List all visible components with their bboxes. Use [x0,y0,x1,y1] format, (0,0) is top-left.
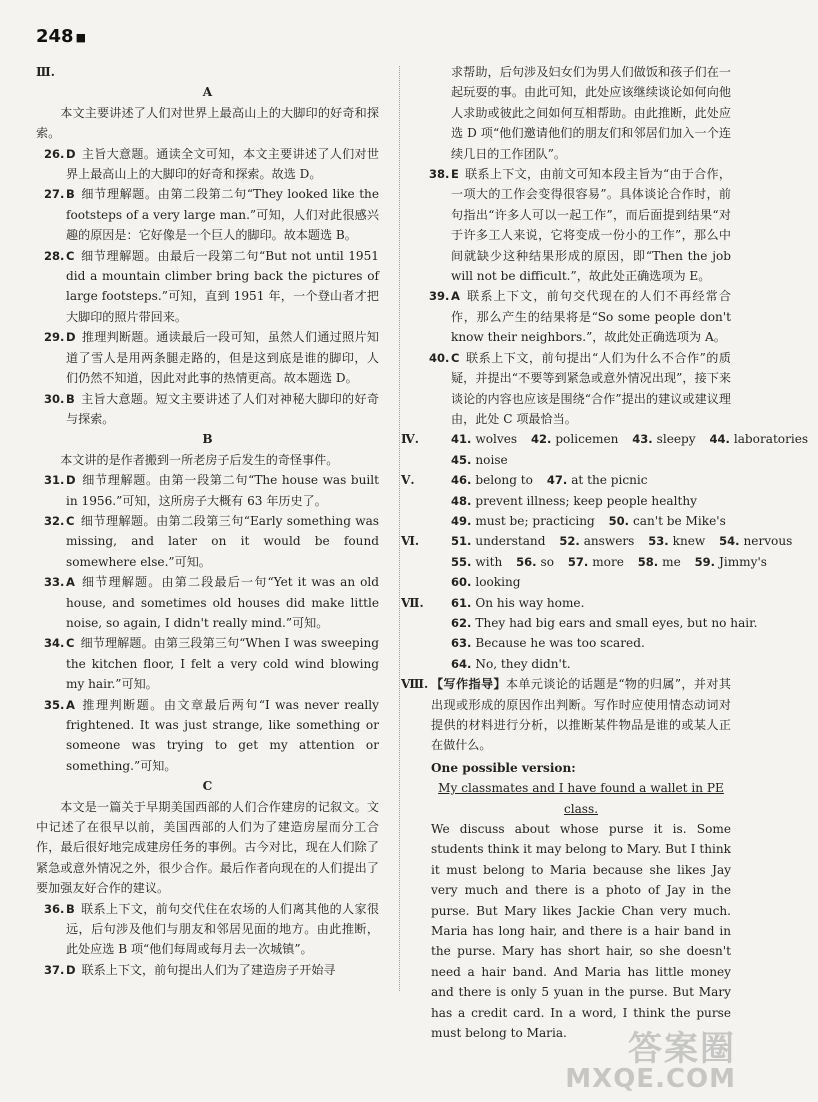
section-vi-row-1 [401,531,793,551]
item-explanation: 细节理解题。由最后一段第二句“But not until 1951 did a mountain climber bring back the pictures of large footsteps.”可知，直到 1951 年，一个登山者才把大脚印的照片带回来。 [66,248,379,324]
roman-v: Ⅴ. [401,473,415,488]
item-answer: D [66,962,76,977]
roman-viii: Ⅷ. [401,677,429,692]
item-answer: D [66,146,76,161]
item-number: 56. [516,554,537,569]
section-b-heading: B [202,432,213,447]
section-c-intro: 本文是一篇关于早期美国西部的人们合作建房的记叙文。文中记述了在很早以前，美国西部的人们为了建造房屋而分工合作，最后很好地完成建房任务的事例。古今对比，现在人们除了紧急或意外情况之外，很少合作。最后作者向现在的人们提出了要加强友好合作的建议。 [36,799,379,896]
fill-answer: policemen [555,432,619,447]
item-number: 49. [451,513,472,528]
item-explanation: 细节理解题。由第二段最后一句“Yet it was an old house, and sometimes old houses did make little noise, so again, I didn't really mind.”可知。 [66,575,379,630]
item-answer: C [66,513,75,528]
item-number: 51. [451,534,472,549]
fill-answer: Because he was too scared. [475,636,645,651]
fill-answer: more [592,554,624,569]
item-number: 26. [44,146,65,161]
item-number: 33. [44,575,65,590]
item-number: 34. [44,636,65,651]
item-number: 53. [648,534,669,549]
item-number: 40. [429,350,450,365]
answer-item-34 [36,633,379,694]
item-number: 45. [451,452,472,467]
fill-answer: looking [475,575,521,590]
item-number: 39. [429,289,450,304]
section-v-row-1 [401,470,731,490]
answer-item-32 [36,511,379,572]
item-number: 29. [44,330,65,345]
item-number: 61. [451,595,472,610]
item-number: 42. [530,432,552,447]
item-explanation: 主旨大意题。通读全文可知，本文主要讲述了人们对世界上最高山上的大脚印的好奇和探索。故选 D。 [66,146,379,182]
item-answer: C [66,636,75,651]
fill-answer: They had big ears and small eyes, but no hair. [475,615,758,630]
writing-guide [401,674,731,756]
section-vii-line-61 [401,593,731,613]
fill-answer: can't be Mike's [633,513,726,528]
item-number: 30. [44,391,65,406]
fill-answer: On his way home. [475,595,585,610]
section-vii-line-62 [421,613,758,633]
item-number: 38. [429,167,450,182]
answer-item-31 [36,470,379,511]
page-number-text: 248 [36,26,74,47]
item-number: 48. [451,493,472,508]
item-answer: E [451,167,459,182]
answer-item-39 [421,286,731,347]
fill-answer: wolves [475,432,518,447]
fill-answer: understand [475,534,546,549]
fill-answer: laboratories [733,432,809,447]
roman-vii: Ⅶ. [401,595,424,610]
answer-item-29 [36,327,379,388]
item-answer: A [66,575,75,590]
item-number: 50. [608,513,629,528]
page-number [36,26,86,47]
item-explanation: 联系上下文，前句提出人们为了建造房子开始寻 [81,962,336,977]
item-number: 62. [451,615,472,630]
item-answer: B [66,391,75,406]
item-number: 37. [44,962,65,977]
writing-guide-tag: 【写作指导】 [431,677,506,692]
item-number: 63. [451,636,472,651]
possible-version-label: One possible version: [431,760,576,775]
column-divider [399,66,400,991]
item-explanation: 联系上下文，前句交代住在农场的人们离其他的人家很远，后句涉及他们与朋友和邻居见面的地方。由此推断，此处应选 B 项“他们每周或每月去一次城镇”。 [66,901,379,957]
item-explanation: 求帮助，后句涉及妇女们为男人们做饭和孩子们在一起玩耍的事。由此可知，此处应该继续谈论如何向他人求助或彼此之间如何互相帮助。由此推断，此处应选 D 项“他们邀请他们的朋友们和邻居们加入一个连续几日的工作团队”。 [451,65,731,161]
item-number: 31. [44,473,65,488]
essay-body: We discuss about whose purse it is. Some students think it may belong to Mary. But I think it must belong to Maria because she likes Jay very much and there is a photo of Jay in the purse. But Mary likes Jackie Chan very much. Maria has long hair, and there is a hair band in the purse. Mary has short hair, so she doesn't need a hair band. And Maria has little money and there is only 5 yuan in the purse. But Mary has a credit card. In a word, I think the purse must belong to Maria. [431,822,731,1041]
roman-iv: Ⅳ. [401,432,419,447]
item-number: 35. [44,697,65,712]
item-number: 52. [559,534,580,549]
item-number: 55. [451,554,472,569]
item-explanation: 细节理解题。由第二段第三句“Early something was missing, and later on it would be found somewhere else.”可知。 [66,513,379,569]
item-answer: C [451,350,460,365]
section-a-intro: 本文主要讲述了人们对世界上最高山上的大脚印的好奇和探索。 [36,105,379,141]
fill-answer: me [662,554,681,569]
answer-item-30 [36,389,379,430]
fill-answer: nervous [743,534,793,549]
item-number: 36. [44,901,65,916]
item-explanation: 推理判断题。通读最后一段可知，虽然人们通过照片知道了雪人是用两条腿走路的，但是这到底是谁的脚印，人们仍然不知道，因此对此事的热情更高。故本题选 D。 [66,330,379,386]
watermark-url: MXQE.COM [565,1064,736,1094]
item-explanation: 推理判断题。由文章最后两句“I was never really frightened. It was just strange, like something or someone was trying to get my attention or something.”可知。 [66,697,379,773]
item-answer: B [66,901,75,916]
section-iv-row-1 [401,429,809,449]
answer-item-27 [36,184,379,245]
fill-answer: at the picnic [571,473,648,488]
item-answer: D [66,473,76,488]
answer-item-40 [421,348,731,430]
item-explanation: 联系上下文，前句交代现在的人们不再经常合作，那么产生的结果将是“So some people don't know their neighbors.”，故此处正确选项为 A。 [451,289,731,345]
answer-item-37-continued [421,62,731,164]
item-number: 32. [44,513,65,528]
fill-answer: Jimmy's [719,554,768,569]
answer-item-26 [36,144,379,185]
item-number: 47. [546,473,568,488]
item-explanation: 主旨大意题。短文主要讲述了人们对神秘大脚印的好奇与探索。 [66,391,379,426]
item-number: 44. [709,432,730,447]
item-explanation: 细节理解题。由第三段第三句“When I was sweeping the kitchen floor, I felt a very cold wind blowing my hair.”可知。 [66,636,379,692]
fill-answer: noise [475,452,508,467]
answer-item-38 [421,164,731,286]
left-column [36,62,379,980]
right-column [401,62,809,1044]
item-number: 27. [44,187,65,202]
item-answer: A [66,697,75,712]
item-number: 58. [637,554,659,569]
fill-answer: answers [583,534,635,549]
section-vi-row-2 [421,552,768,572]
fill-answer: knew [672,534,706,549]
section-a-heading: Ⅲ. A [36,62,379,103]
fill-answer: so [540,554,554,569]
item-explanation: 细节理解题。由第二段第二句“They looked like the footsteps of a very large man.”可知，人们对此很感兴趣的原因是：它好像是一个巨人的脚印。故本题选 B。 [66,187,379,243]
section-v-row-2 [421,491,731,511]
section-c-heading: C [202,779,213,794]
section-iv-row-2 [421,450,731,470]
item-explanation: 联系上下文，前句提出“人们为什么不合作”的质疑，并提出“不要等到紧急或意外情况出现”，接下来谈论的内容也应该是围绕“合作”提出的建议或建议理由，此处 C 项最恰当。 [451,350,731,426]
item-answer: C [66,248,75,263]
answer-item-33 [36,572,379,633]
roman-vi: Ⅵ. [401,534,420,549]
item-number: 60. [451,575,472,590]
item-explanation: 联系上下文，由前文可知本段主旨为“由于合作，一项大的工作会变得很容易”。具体谈论合作时，前句指出“许多人可以一起工作”，而后面提到结果“对于许多工人来说，它将变成一份小的工作”，那么中间就缺少这种结果形成的原因，即“Then the job will not be difficult.”，故此处正确选项为 E。 [451,167,731,284]
section-v-row-3 [421,511,731,531]
item-number: 41. [451,432,472,447]
watermark-logo: 答案圈 [628,1029,736,1069]
answer-item-36 [36,899,379,960]
fill-answer: No, they didn't. [475,656,571,671]
page-mark: ■ [75,30,86,44]
section-a-letter: A [202,85,213,100]
item-answer: A [451,289,460,304]
fill-answer: sleepy [656,432,696,447]
answer-item-37 [36,960,379,980]
item-number: 46. [451,473,472,488]
item-answer: B [66,187,75,202]
item-number: 59. [694,554,715,569]
fill-answer: with [475,554,503,569]
section-b-intro: 本文讲的是作者搬到一所老房子后发生的奇怪事件。 [60,452,339,467]
section-vi-row-3 [421,572,731,592]
item-number: 54. [719,534,740,549]
item-number: 64. [451,656,472,671]
site-watermark [565,1021,736,1094]
section-vii-line-64 [421,654,731,674]
answer-item-35 [36,695,379,777]
fill-answer: prevent illness; keep people healthy [475,493,697,508]
fill-answer: must be; practicing [475,513,595,528]
item-number: 28. [44,248,65,263]
item-number: 57. [567,554,589,569]
writing-guide-text: 本单元谈论的话题是“物的归属”，并对其出现或形成的原因作出判断。写作时应使用情态动词对提供的材料进行分析，以推断某件物品是谁的或某人正在做什么。 [431,677,731,753]
essay-title: My classmates and I have found a wallet in PE class. [438,781,724,816]
answer-item-28 [36,246,379,328]
item-answer: D [66,330,76,345]
item-explanation: 细节理解题。由第一段第二句“The house was built in 1956.”可知，这所房子大概有 63 年历史了。 [66,473,379,508]
item-number: 43. [632,432,653,447]
section-vii-line-63 [421,633,731,653]
fill-answer: belong to [475,473,533,488]
